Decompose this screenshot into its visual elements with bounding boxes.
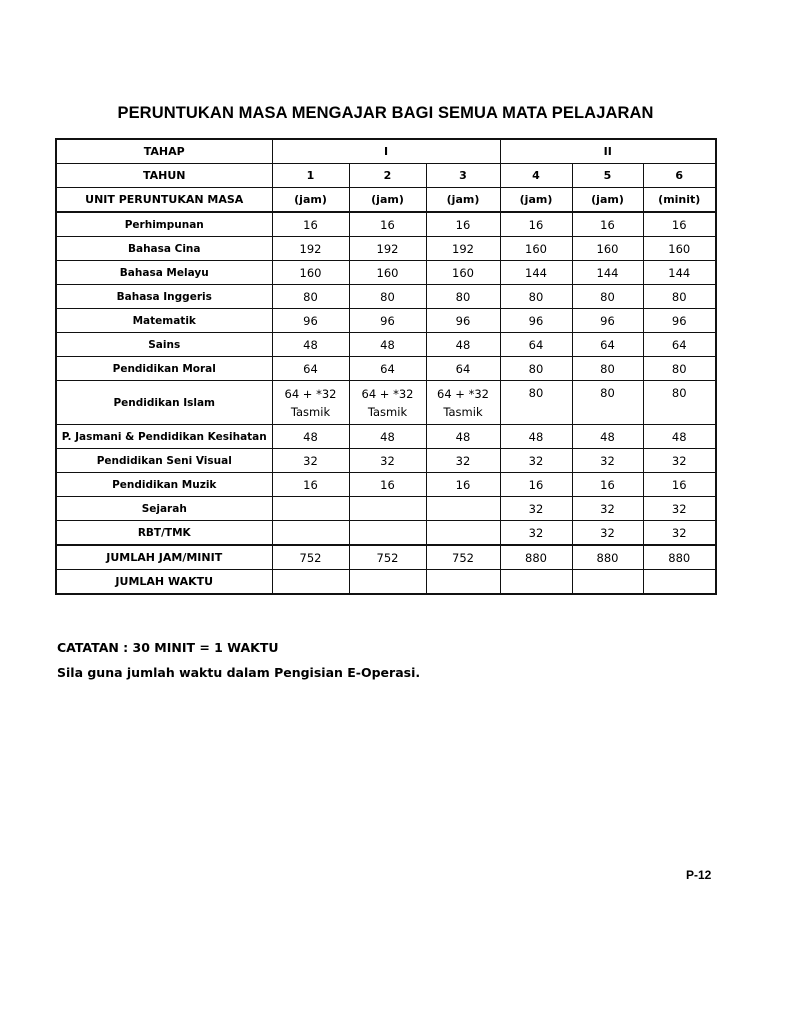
value-cell: 16 xyxy=(426,212,500,237)
unit-cell: (jam) xyxy=(272,188,349,213)
value-cell xyxy=(426,497,500,521)
value-main: 80 xyxy=(671,386,687,400)
value-cell: 32 xyxy=(500,449,572,473)
value-cell: 192 xyxy=(272,237,349,261)
value-cell: 48 xyxy=(426,333,500,357)
value-cell: 96 xyxy=(500,309,572,333)
total-cell: 880 xyxy=(572,545,643,570)
value-cell: 16 xyxy=(500,473,572,497)
value-cell: 64 xyxy=(572,333,643,357)
subject-label: Perhimpunan xyxy=(56,212,272,237)
value-cell: 80 xyxy=(500,357,572,381)
value-cell: 32 xyxy=(272,449,349,473)
unit-cell: (minit) xyxy=(643,188,716,213)
total-cell: 880 xyxy=(643,545,716,570)
value-cell: 32 xyxy=(643,449,716,473)
value-cell: 48 xyxy=(349,425,426,449)
value-cell: 32 xyxy=(572,497,643,521)
value-cell: 64 xyxy=(272,357,349,381)
value-cell: 16 xyxy=(500,212,572,237)
tahap-group-2: II xyxy=(500,139,716,164)
tahap-row xyxy=(56,139,716,164)
value-main: 64 + *32 xyxy=(284,386,337,401)
subject-row xyxy=(56,497,716,521)
total-cell xyxy=(500,570,572,595)
value-cell xyxy=(272,497,349,521)
page-title: PERUNTUKAN MASA MENGAJAR BAGI SEMUA MATA PELAJARAN xyxy=(117,104,654,122)
value-sub: Tasmik xyxy=(290,404,331,419)
value-cell: 160 xyxy=(500,237,572,261)
subject-row xyxy=(56,473,716,497)
value-cell: 96 xyxy=(426,309,500,333)
value-cell: 80 xyxy=(349,285,426,309)
subject-label: Bahasa Inggeris xyxy=(56,285,272,309)
total-label: JUMLAH WAKTU xyxy=(56,570,272,595)
subject-row xyxy=(56,357,716,381)
value-cell: 64 xyxy=(643,333,716,357)
value-cell: 96 xyxy=(643,309,716,333)
value-cell: 144 xyxy=(572,261,643,285)
value-main: 64 + *32 xyxy=(437,386,489,401)
value-cell: 16 xyxy=(426,473,500,497)
value-cell: 144 xyxy=(643,261,716,285)
value-cell: 32 xyxy=(426,449,500,473)
value-cell: 48 xyxy=(272,333,349,357)
unit-cell: (jam) xyxy=(572,188,643,213)
subject-row xyxy=(56,521,716,546)
value-cell: 160 xyxy=(572,237,643,261)
total-cell: 880 xyxy=(500,545,572,570)
value-cell: 48 xyxy=(272,425,349,449)
year-cell: 1 xyxy=(272,164,349,188)
value-cell: 80 xyxy=(643,285,716,309)
subject-label: P. Jasmani & Pendidikan Kesihatan xyxy=(56,425,272,449)
value-sub: Tasmik xyxy=(367,404,408,419)
value-cell: 192 xyxy=(426,237,500,261)
instruction-note: Sila guna jumlah waktu dalam Pengisian E-Operasi. xyxy=(57,665,421,680)
unit-label: UNIT PERUNTUKAN MASA xyxy=(56,188,272,213)
subject-row xyxy=(56,425,716,449)
subject-label: Pendidikan Moral xyxy=(56,357,272,381)
year-cell: 6 xyxy=(643,164,716,188)
value-cell: 48 xyxy=(426,425,500,449)
value-main: 80 xyxy=(528,386,544,400)
subject-label: Pendidikan Muzik xyxy=(56,473,272,497)
value-cell: 96 xyxy=(349,309,426,333)
unit-cell: (jam) xyxy=(426,188,500,213)
value-cell xyxy=(349,381,426,425)
value-cell: 32 xyxy=(349,449,426,473)
value-main: 80 xyxy=(600,386,615,400)
value-cell: 32 xyxy=(572,449,643,473)
value-cell: 80 xyxy=(500,285,572,309)
subject-row xyxy=(56,261,716,285)
total-cell xyxy=(349,570,426,595)
allocation-table xyxy=(55,138,717,595)
year-cell: 4 xyxy=(500,164,572,188)
value-cell: 32 xyxy=(643,521,716,546)
value-cell: 32 xyxy=(500,497,572,521)
subject-label: Sains xyxy=(56,333,272,357)
subject-row xyxy=(56,212,716,237)
value-cell xyxy=(426,521,500,546)
value-cell: 16 xyxy=(572,473,643,497)
total-cell: 752 xyxy=(426,545,500,570)
subject-label: Bahasa Cina xyxy=(56,237,272,261)
subject-label: RBT/TMK xyxy=(56,521,272,546)
total-cell: 752 xyxy=(272,545,349,570)
value-cell: 32 xyxy=(500,521,572,546)
value-cell xyxy=(272,521,349,546)
subject-label: Pendidikan Islam xyxy=(56,381,272,425)
value-cell: 144 xyxy=(500,261,572,285)
total-cell xyxy=(572,570,643,595)
value-cell xyxy=(500,381,572,425)
value-cell: 80 xyxy=(572,357,643,381)
total-cell xyxy=(272,570,349,595)
value-cell: 16 xyxy=(272,212,349,237)
value-cell: 48 xyxy=(349,333,426,357)
subject-label: Sejarah xyxy=(56,497,272,521)
total-cell xyxy=(643,570,716,595)
total-label: JUMLAH JAM/MINIT xyxy=(56,545,272,570)
value-cell: 192 xyxy=(349,237,426,261)
year-cell: 3 xyxy=(426,164,500,188)
subject-row xyxy=(56,237,716,261)
value-cell: 64 xyxy=(349,357,426,381)
subject-label: Bahasa Melayu xyxy=(56,261,272,285)
value-cell: 64 xyxy=(426,357,500,381)
value-cell: 16 xyxy=(349,473,426,497)
value-cell: 16 xyxy=(643,473,716,497)
value-cell: 160 xyxy=(426,261,500,285)
total-row xyxy=(56,570,716,595)
total-row xyxy=(56,545,716,570)
subject-row xyxy=(56,381,716,425)
value-cell: 64 xyxy=(500,333,572,357)
value-cell: 160 xyxy=(643,237,716,261)
value-cell: 160 xyxy=(272,261,349,285)
tahun-label: TAHUN xyxy=(56,164,272,188)
value-cell: 96 xyxy=(272,309,349,333)
page-number: P-12 xyxy=(686,868,712,882)
value-cell xyxy=(572,381,643,425)
value-cell: 32 xyxy=(643,497,716,521)
tahun-row xyxy=(56,164,716,188)
subject-row xyxy=(56,309,716,333)
value-cell: 80 xyxy=(572,285,643,309)
catatan-note: CATATAN : 30 MINIT = 1 WAKTU xyxy=(57,640,279,655)
tahap-label: TAHAP xyxy=(56,139,272,164)
value-main: 64 + *32 xyxy=(361,386,414,401)
value-cell: 16 xyxy=(643,212,716,237)
subject-row xyxy=(56,285,716,309)
tahap-group-1: I xyxy=(272,139,500,164)
unit-row xyxy=(56,188,716,213)
unit-cell: (jam) xyxy=(500,188,572,213)
value-cell xyxy=(272,381,349,425)
value-cell: 96 xyxy=(572,309,643,333)
subject-row xyxy=(56,449,716,473)
value-cell: 80 xyxy=(272,285,349,309)
unit-cell: (jam) xyxy=(349,188,426,213)
value-cell xyxy=(643,381,716,425)
value-cell: 16 xyxy=(572,212,643,237)
value-cell: 16 xyxy=(349,212,426,237)
value-cell: 48 xyxy=(643,425,716,449)
subject-label: Matematik xyxy=(56,309,272,333)
total-cell xyxy=(426,570,500,595)
value-cell: 48 xyxy=(572,425,643,449)
value-cell: 48 xyxy=(500,425,572,449)
value-sub: Tasmik xyxy=(443,404,483,419)
year-cell: 2 xyxy=(349,164,426,188)
value-cell: 16 xyxy=(272,473,349,497)
subject-label: Pendidikan Seni Visual xyxy=(56,449,272,473)
total-cell: 752 xyxy=(349,545,426,570)
subject-row xyxy=(56,333,716,357)
value-cell xyxy=(349,521,426,546)
year-cell: 5 xyxy=(572,164,643,188)
value-cell: 160 xyxy=(349,261,426,285)
value-cell xyxy=(349,497,426,521)
value-cell xyxy=(426,381,500,425)
value-cell: 80 xyxy=(426,285,500,309)
value-cell: 80 xyxy=(643,357,716,381)
value-cell: 32 xyxy=(572,521,643,546)
